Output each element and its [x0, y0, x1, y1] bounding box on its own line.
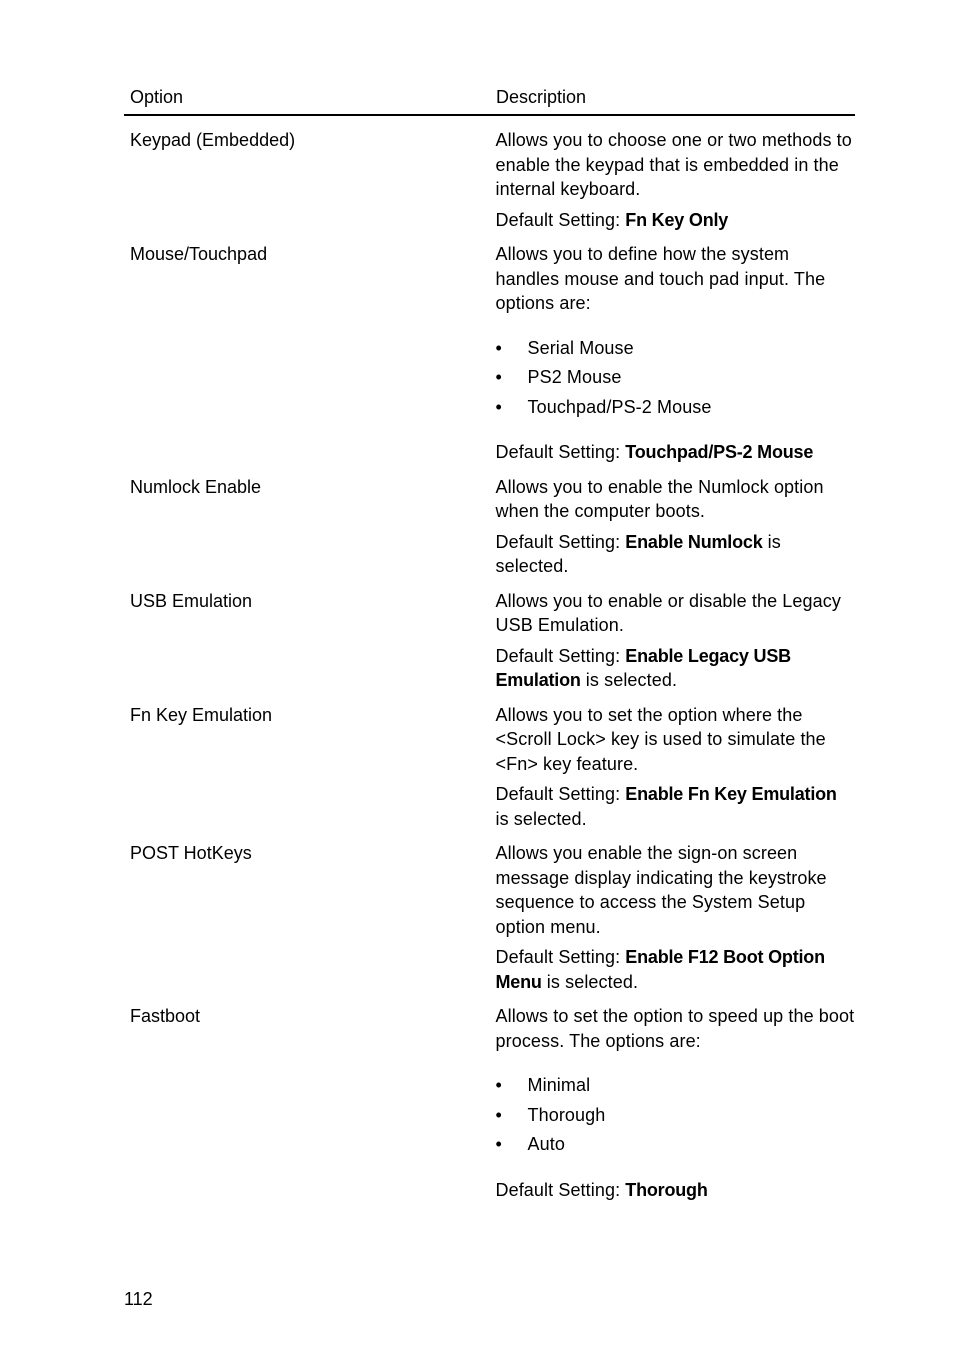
- description-text: Allows to set the option to speed up the boot process. The options are:: [495, 1006, 855, 1051]
- default-value: Thorough: [625, 1179, 708, 1200]
- table-row: [124, 1004, 855, 1202]
- table-header: [124, 84, 855, 116]
- default-setting: [496, 1178, 856, 1203]
- list-item: • Minimal: [496, 1071, 856, 1101]
- option-description: [496, 703, 856, 832]
- description-text: Allows you to choose one or two methods to enable the keypad that is embedded in the internal keyboard.: [495, 130, 852, 199]
- table-row: [124, 703, 855, 832]
- default-suffix: is selected.: [541, 971, 639, 992]
- table-row: [124, 841, 855, 994]
- default-setting: [496, 440, 856, 465]
- option-name: Numlock Enable: [130, 476, 262, 497]
- default-setting: [496, 644, 856, 693]
- list-item: • Auto: [496, 1130, 856, 1160]
- default-label: Default Setting:: [495, 531, 626, 552]
- default-setting: [496, 945, 856, 994]
- default-label: Default Setting:: [495, 209, 626, 230]
- options-list: [496, 1071, 856, 1160]
- default-value: Fn Key Only: [625, 209, 729, 230]
- table-row: [124, 242, 855, 465]
- option-description: [496, 128, 856, 232]
- option-name: Mouse/Touchpad: [130, 244, 268, 264]
- description-text: Allows you to enable or disable the Legacy USB Emulation.: [495, 590, 841, 635]
- default-label: Default Setting:: [495, 947, 626, 967]
- description-text: Allows you to define how the system handles mouse and touch pad input. The options are:: [495, 244, 826, 313]
- settings-table: [124, 84, 855, 1202]
- description-text: Allows you to set the option where the <Scroll Lock> key is used to simulate the <Fn> key feature.: [495, 704, 826, 774]
- default-suffix: is selected.: [580, 670, 678, 690]
- table-row: [124, 128, 855, 232]
- default-label: Default Setting:: [495, 1179, 626, 1200]
- option-name: Fastboot: [130, 1006, 201, 1026]
- default-value: Enable F12 Boot Option Menu: [495, 947, 825, 992]
- option-description: [496, 242, 856, 465]
- option-name: Keypad (Embedded): [130, 130, 296, 150]
- list-item: • PS2 Mouse: [496, 363, 856, 393]
- table-row: [124, 589, 855, 693]
- option-description: [496, 841, 856, 994]
- default-value: Enable Numlock: [625, 531, 763, 552]
- description-text: Allows you to enable the Numlock option when the computer boots.: [495, 476, 824, 521]
- default-setting: [496, 530, 856, 579]
- default-value: Enable Fn Key Emulation: [625, 784, 837, 804]
- option-description: [496, 1004, 856, 1202]
- default-value: Touchpad/PS-2 Mouse: [625, 442, 814, 462]
- table-row: [124, 475, 855, 579]
- list-item: • Serial Mouse: [496, 334, 856, 364]
- option-description: [496, 475, 856, 579]
- default-value: Enable Legacy USB Emulation: [495, 645, 791, 690]
- option-name: Fn Key Emulation: [130, 704, 273, 725]
- description-column-header: Description: [496, 87, 587, 107]
- list-item: • Thorough: [496, 1101, 856, 1131]
- option-name: USB Emulation: [130, 590, 253, 611]
- default-setting: [496, 782, 856, 831]
- default-setting: [496, 208, 856, 233]
- options-list: [496, 334, 856, 423]
- default-label: Default Setting:: [495, 784, 626, 804]
- option-name: POST HotKeys: [130, 843, 252, 863]
- page-number: 112: [124, 1289, 153, 1309]
- option-column-header: Option: [130, 87, 184, 107]
- list-item: • Touchpad/PS-2 Mouse: [496, 393, 856, 423]
- description-text: Allows you enable the sign-on screen message display indicating the keystroke sequence to access the System Setup option menu.: [495, 843, 827, 937]
- default-suffix: is selected.: [495, 808, 587, 829]
- option-description: [496, 589, 856, 693]
- default-label: Default Setting:: [495, 645, 626, 666]
- default-label: Default Setting:: [495, 442, 626, 462]
- default-suffix: is selected.: [495, 531, 781, 576]
